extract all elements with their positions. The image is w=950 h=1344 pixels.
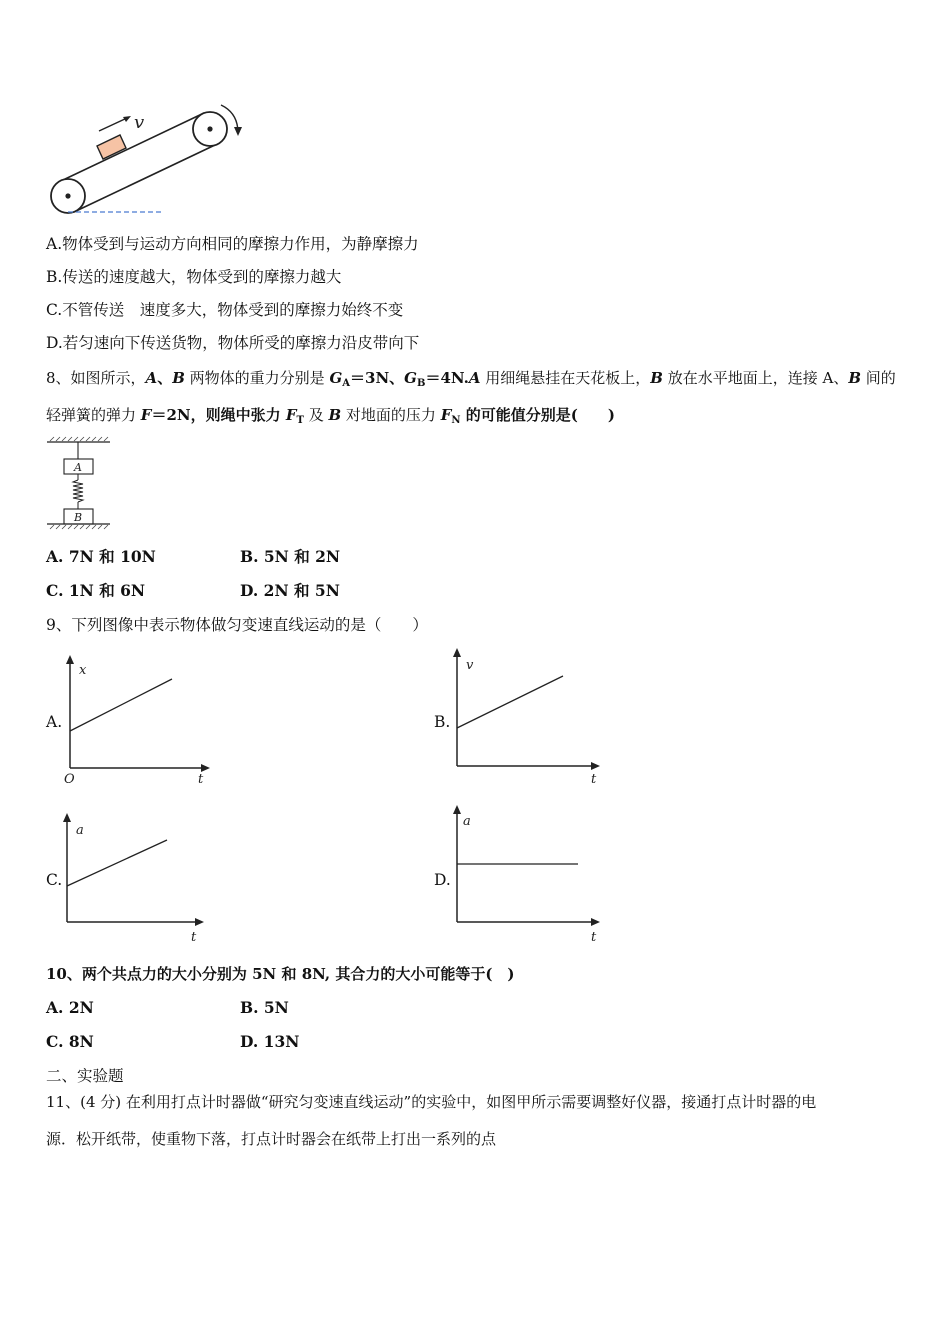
q10-option-b: B. 5N	[240, 998, 289, 1017]
spring	[73, 480, 83, 502]
q8-option-c: C. 1N 和 6N	[46, 581, 146, 600]
q7-option-d: D.若匀速向下传送货物，物体所受的摩擦力沿皮带向下	[46, 334, 420, 352]
q10-option-a: A. 2N	[46, 998, 94, 1017]
q7-option-b: B.传送的速度越大，物体受到的摩擦力越大	[46, 268, 342, 286]
graph-b-v-t	[448, 645, 608, 790]
graph-c-xlabel: t	[191, 930, 197, 945]
q8-option-a: A. 7N 和 10N	[46, 547, 156, 566]
spring-blocks-figure	[44, 436, 114, 532]
graph-a-xlabel: t	[198, 772, 204, 787]
cargo-block	[97, 135, 126, 159]
graph-b-ylabel: v	[466, 658, 474, 673]
graph-d-ylabel: a	[463, 814, 471, 829]
block-a-label: A	[74, 461, 82, 474]
q11-stem-line2: 源．松开纸带，使重物下落，打点计时器会在纸带上打出一系列的点	[46, 1130, 497, 1148]
q7-option-c: C.不管传送 速度多大，物体受到的摩擦力始终不变	[46, 301, 404, 319]
graph-c-line	[67, 840, 167, 886]
graph-c-ylabel: a	[76, 823, 84, 838]
q9-option-c-label: C.	[46, 871, 63, 889]
q11-stem-line1: 11、(4 分) 在利用打点计时器做“研究匀变速直线运动”的实验中，如图甲所示需要调整好仪器，接通打点计时器的电	[46, 1093, 817, 1111]
q8-stem-line1: 8、如图所示，A、B 两物体的重力分别是 $G_A=3N$、$G_B=4N.A$ 用细绳悬挂在天花板上，B 放在水平地面上，连接 A、B 间的	[46, 369, 896, 389]
graph-c-a-t	[58, 808, 213, 948]
q9-option-d-label: D.	[434, 871, 451, 889]
q10-option-c: C. 8N	[46, 1032, 94, 1051]
q9-option-b-label: B.	[434, 713, 451, 731]
section-title: 二、实验题	[46, 1067, 124, 1085]
graph-b-line	[457, 676, 563, 728]
graph-d-xlabel: t	[591, 930, 597, 945]
graph-a-line	[70, 679, 172, 731]
q9-option-a-label: A.	[46, 713, 63, 731]
q10-option-d: D. 13N	[240, 1032, 300, 1051]
q8-stem-line2: 轻弹簧的弹力 F＝2N，则绳中张力 $F_T$ 及 B 对地面的压力 $F_N$ 的可能值分别是( )	[46, 406, 615, 426]
graph-d-a-t	[448, 800, 608, 948]
conveyor-belt-figure	[40, 98, 255, 220]
q8-option-b: B. 5N 和 2N	[240, 547, 341, 566]
block-b-label: B	[74, 511, 83, 524]
graph-a-origin: O	[64, 772, 75, 787]
graph-b-xlabel: t	[591, 772, 597, 787]
velocity-label: v	[134, 112, 145, 133]
q9-stem: 9、下列图像中表示物体做匀变速直线运动的是（ ）	[46, 616, 428, 634]
graph-a-x-t	[60, 650, 220, 790]
q8-option-d: D. 2N 和 5N	[240, 581, 340, 600]
q10-stem: 10、两个共点力的大小分别为 5N 和 8N, 其合力的大小可能等于( )	[46, 965, 515, 983]
graph-a-ylabel: x	[79, 663, 87, 678]
q7-option-a: A.物体受到与运动方向相同的摩擦力作用，为静摩擦力	[46, 235, 419, 253]
